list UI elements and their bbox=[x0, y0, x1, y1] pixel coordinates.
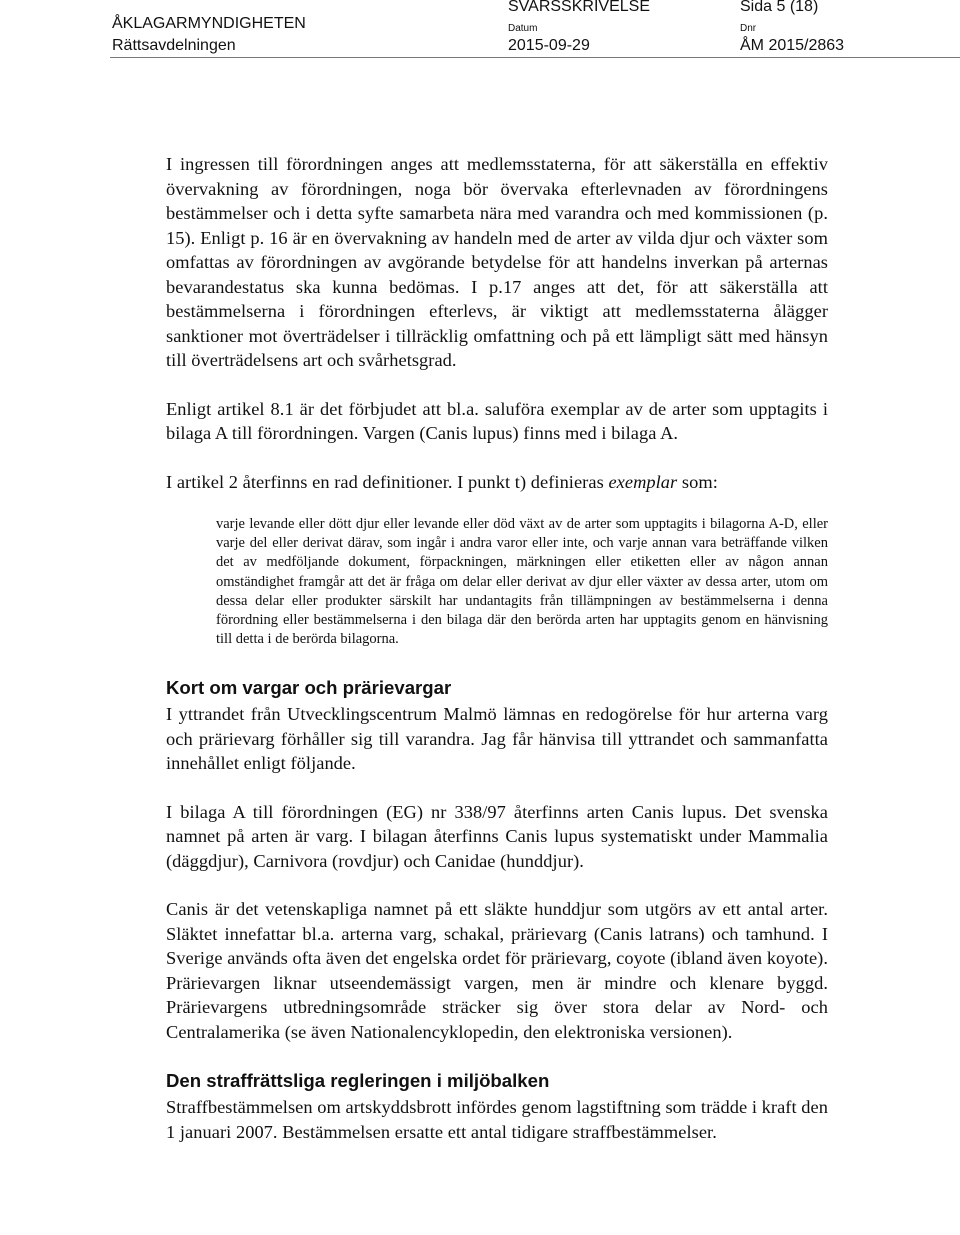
dnr-label: Dnr bbox=[740, 23, 757, 34]
paragraph-legislation: Straffbestämmelsen om artskyddsbrott infördes genom lagstiftning som trädde i kraft den 1 januari 2007. Bestämmelsen ersatte ett antal tidigare straffbestämmelser. bbox=[166, 1097, 828, 1142]
department-name: Rättsavdelningen bbox=[112, 37, 236, 54]
paragraph-canis: Canis är det vetenskapliga namnet på ett släkte hunddjur som utgörs av ett antal arter. Släktet innefattar bl.a. arterna varg, schakal, prärievarg (Canis latrans) och tamhund. I Sverige används ofta även det engelska ordet för prärievarg, coyote (ibland även koyote). Prärievargen liknar utseendemässigt vargen, men är mindre och klenare byggd. Prärievargens utbredningsområde sträcker sig över stora delar av Nord- och Centralamerika (se även Nationalencyklopedin, den elektroniska versionen). bbox=[166, 899, 828, 1042]
paragraph-article-2-text: I artikel 2 återfinns en rad definitioner. I punkt t) definieras bbox=[166, 471, 609, 492]
document-body bbox=[166, 152, 828, 1144]
paragraph-article-8: Enligt artikel 8.1 är det förbjudet att bl.a. saluföra exemplar av de arter som upptagits i bilaga A till förordningen. Vargen (Canis lupus) finns med i bilaga A. bbox=[166, 398, 828, 443]
agency-name: ÅKLAGARMYNDIGHETEN bbox=[112, 15, 306, 32]
paragraph-annex-a: I bilaga A till förordningen (EG) nr 338/97 återfinns arten Canis lupus. Det svenska namnet på arten är varg. I bilagan återfinns Canis lupus systematiskt under Mammalia (däggdjur), Carnivora (rovdjur) och Canidae (hunddjur). bbox=[166, 801, 828, 871]
page-header bbox=[0, 0, 960, 60]
document-dnr: ÅM 2015/2863 bbox=[740, 37, 845, 54]
date-label: Datum bbox=[508, 23, 538, 34]
definition-quote: varje levande eller dött djur eller levande eller död växt av de arter som upptagits i bilagorna A-D, eller varje del eller derivat därav, som ingår i andra varor eller inte, och varje annan vara beträffande vilken det av medföljande dokument, förpackningen, märkningen eller etiketten eller av någon annan omständighet framgår att det är fråga om delar eller derivat av djur eller växter av dessa arter, utom om dessa delar eller produkter särskilt har undantagits från tillämpningen av bestämmelserna i denna förordning eller bestämmelserna i den bilaga där den berörda arten har upptagits genom en hänvisning till detta i de berörda bilagorna. bbox=[216, 516, 828, 648]
paragraph-article-2 bbox=[166, 470, 828, 495]
document-date: 2015-09-29 bbox=[508, 37, 590, 54]
paragraph-article-2-end: som: bbox=[677, 471, 718, 492]
paragraph-preamble: I ingressen till förordningen anges att medlemsstaterna, för att säkerställa en effektiv övervakning av förordningen, noga bör övervaka efterlevnaden av förordningens bestämmelser och i detta syfte samarbeta nära med varandra och med kommissionen (p. 15). Enligt p. 16 är en övervakning av handeln med de arter av vilda djur och växter som omfattas av förordningen av avgörande betydelse för att handelns inverkan på arternas bevarandestatus ska kunna bedömas. I p.17 anges att det, för att säkerställa att bestämmelserna i förordningen efterlevs, är viktigt att medlemsstaterna ålägger sanktioner mot överträdelser i tillräcklig omfattning och på ett lämpligt sätt med hänsyn till överträdelsens art och svårhetsgrad. bbox=[166, 154, 828, 370]
header-divider bbox=[110, 57, 960, 58]
section-heading-criminal-law: Den straffrättsliga regleringen i miljöbalken bbox=[166, 1070, 550, 1092]
emphasis-exemplar: exemplar bbox=[608, 471, 678, 492]
page-number: Sida 5 (18) bbox=[740, 0, 819, 15]
document-type: SVARSSKRIVELSE bbox=[508, 0, 650, 15]
section-heading-wolves: Kort om vargar och prärievargar bbox=[166, 677, 452, 699]
paragraph-statement: I yttrandet från Utvecklingscentrum Malmö lämnas en redogörelse för hur arterna varg och prärievarg förhåller sig till varandra. Jag får hänvisa till yttrandet och sammanfatta innehållet enligt följande. bbox=[166, 704, 828, 774]
